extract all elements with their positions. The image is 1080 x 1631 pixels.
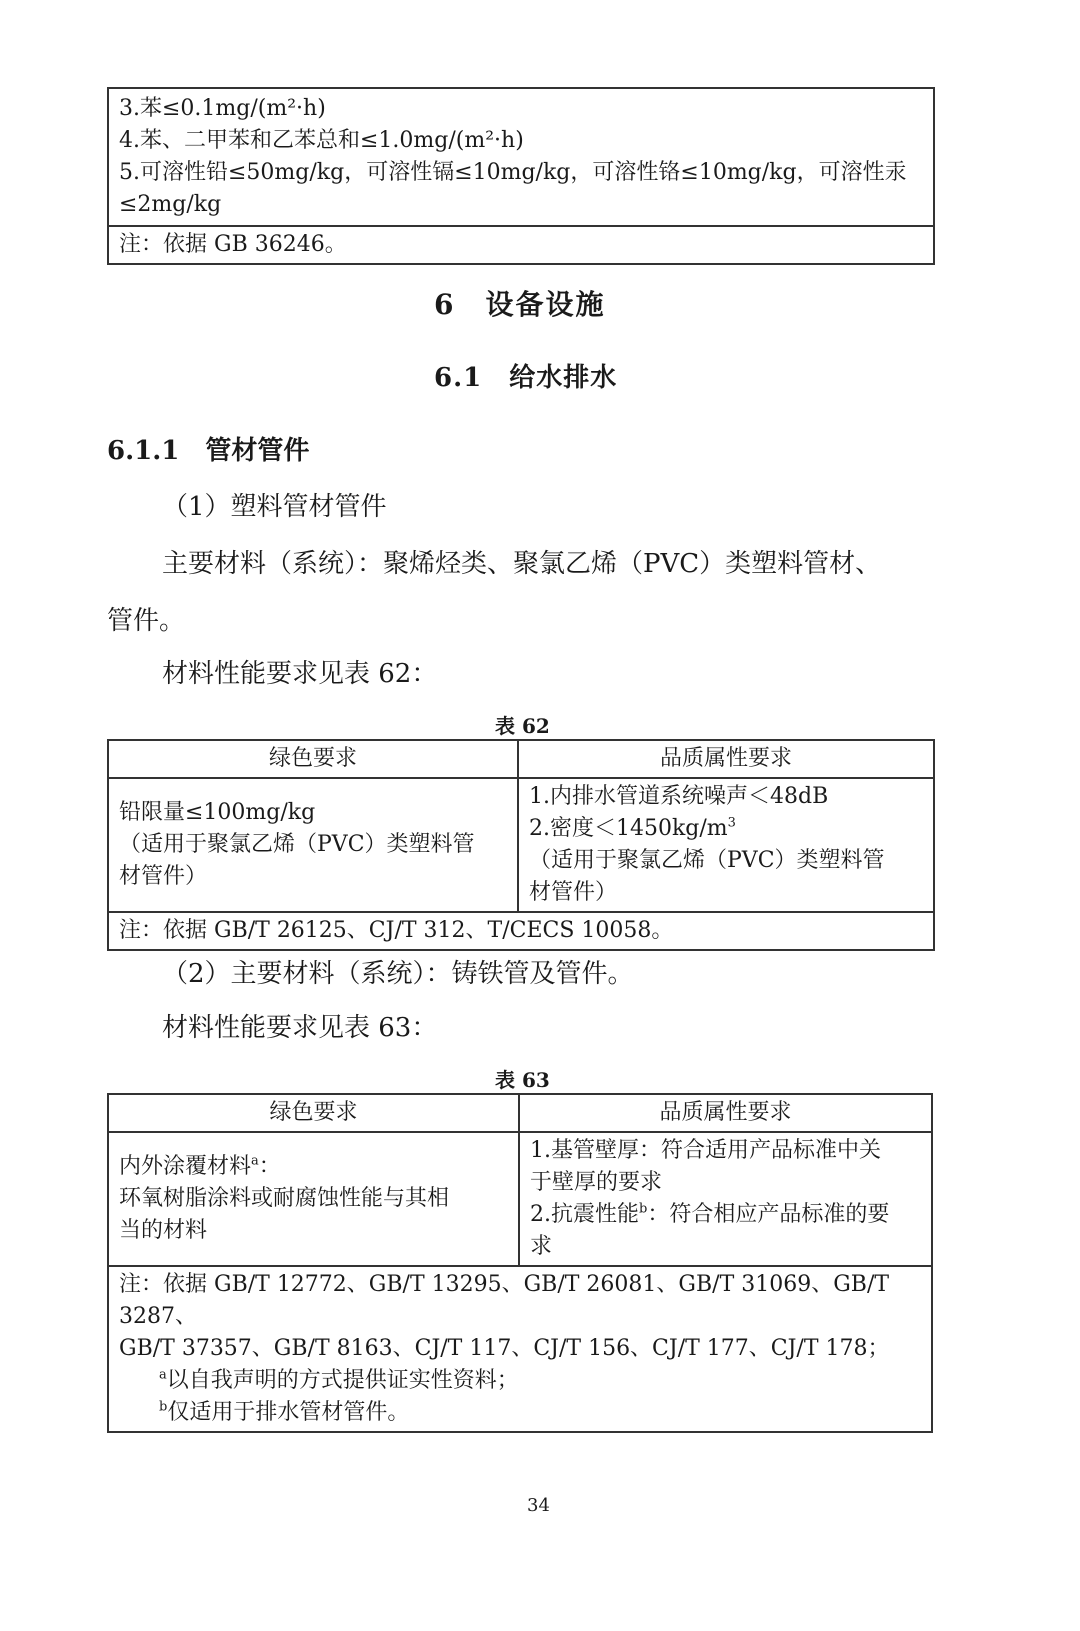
table-line: ≤2mg/kg	[119, 192, 222, 217]
table-62-green-cell: 铅限量≤100mg/kg （适用于聚氯乙烯（PVC）类塑料管 材管件）	[108, 778, 518, 912]
table-62-quality-cell: 1.内排水管道系统噪声＜48dB 2.密度$<1450kg/m^3$ （适用于聚氯乙烯（PVC）类塑料管 材管件）	[518, 778, 934, 912]
item-1-main-line2: 管件。	[107, 606, 186, 636]
table-63-header-quality: 品质属性要求	[519, 1094, 932, 1132]
continued-table-content	[108, 88, 934, 226]
section-heading-6: 6 设备设施	[434, 288, 606, 321]
section-heading-6-1-1: 6.1.1 管材管件	[107, 436, 310, 466]
item-1-main-line1: 主要材料（系统）：聚烯烃类、聚氯乙烯（PVC）类塑料管材、	[162, 549, 882, 579]
table-63-green-cell: 内外涂覆材料$^a$： 环氧树脂涂料或耐腐蚀性能与其相 当的材料	[108, 1132, 519, 1266]
table-62-note: 注：依据 GB/T 26125、CJ/T 312、T/CECS 10058。	[108, 912, 934, 950]
table-62-caption: 表 62	[495, 714, 550, 738]
table-62	[107, 739, 935, 951]
table-63-header-green: 绿色要求	[108, 1094, 519, 1132]
continued-table-note: 注：依据 GB 36246。	[108, 226, 934, 264]
table-63-caption: 表 63	[495, 1068, 550, 1092]
section-heading-6-1: 6.1 给水排水	[434, 363, 618, 393]
table-62-header-quality: 品质属性要求	[518, 740, 934, 778]
table-63	[107, 1093, 933, 1433]
table-63-note: 注：依据 GB/T 12772、GB/T 13295、GB/T 26081、GB/T 31069、GB/T 3287、 GB/T 37357、GB/T 8163、CJ/T 117、CJ/T 156、CJ/T 177、CJ/T 178； $^a$以自我声明的方式提供证实性资料； $^b$仅适用于排水管材管件。	[108, 1266, 932, 1432]
table-62-header-green: 绿色要求	[108, 740, 518, 778]
item-2-ref: 材料性能要求见表 63：	[162, 1013, 438, 1043]
table-line: 4.苯、二甲苯和乙苯总和≤1.0mg/(m²·h)	[119, 128, 524, 153]
item-2-main: （2）主要材料（系统）：铸铁管及管件。	[162, 959, 634, 989]
table-63-quality-cell: 1.基管壁厚：符合适用产品标准中关 于壁厚的要求 2.抗震性能$^b$：符合相应产品标准的要 求	[519, 1132, 932, 1266]
item-1-title: （1）塑料管材管件	[162, 492, 387, 522]
table-line: 5.可溶性铅≤50mg/kg，可溶性镉≤10mg/kg，可溶性铬≤10mg/kg，可溶性汞	[119, 160, 907, 185]
continued-table	[107, 87, 935, 265]
item-1-ref: 材料性能要求见表 62：	[162, 659, 438, 689]
page-number: 34	[527, 1495, 550, 1516]
table-line: 3.苯≤0.1mg/(m²·h)	[119, 96, 326, 121]
